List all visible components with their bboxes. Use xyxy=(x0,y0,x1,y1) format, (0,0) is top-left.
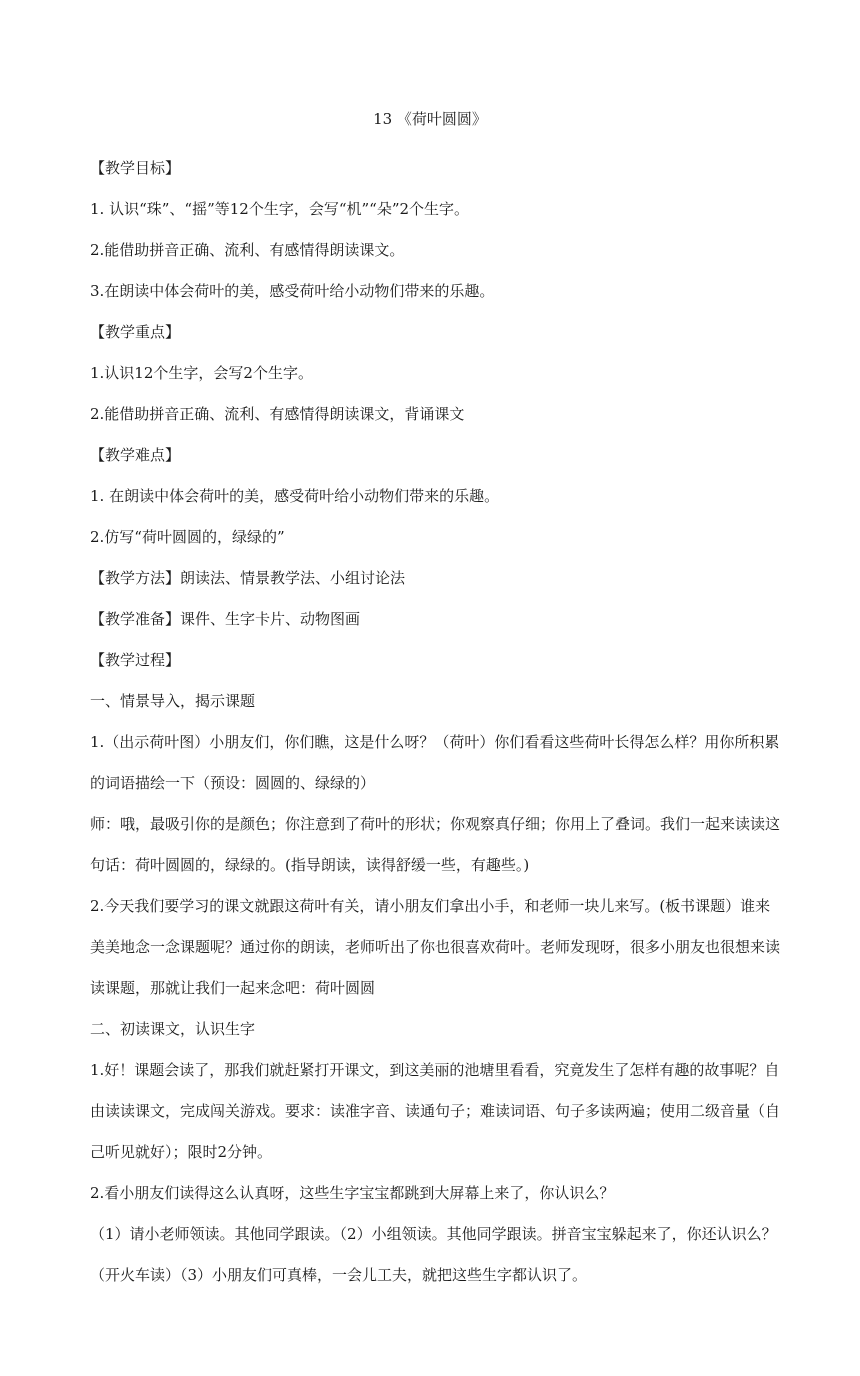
difficulty-1: 1. 在朗读中体会荷叶的美，感受荷叶给小动物们带来的乐趣。 xyxy=(90,487,500,505)
lesson-title: 13 《荷叶圆圆》 xyxy=(373,110,487,128)
objective-3: 3.在朗读中体会荷叶的美，感受荷叶给小动物们带来的乐趣。 xyxy=(90,282,495,300)
teaching-preparation: 【教学准备】课件、生字卡片、动物图画 xyxy=(90,610,361,628)
heading-difficulties: 【教学难点】 xyxy=(90,446,181,464)
section-1-heading: 一、情景导入，揭示课题 xyxy=(90,692,256,710)
section-2-heading: 二、初读课文，认识生字 xyxy=(90,1020,256,1038)
paragraph-4: 1.好！课题会读了，那我们就赶紧打开课文，到这美丽的池塘里看看，究竟发生了怎样有趣的故事呢？自由读读课文，完成闯关游戏。要求：读准字音、读通句子；难读词语、句子多读两遍；使用二级音量（自己听见就好）；限时2分钟。 xyxy=(90,1061,781,1161)
teaching-methods: 【教学方法】朗读法、情景教学法、小组讨论法 xyxy=(90,569,406,587)
key-point-2: 2.能借助拼音正确、流利、有感情得朗读课文，背诵课文 xyxy=(90,405,465,423)
paragraph-1: 1.（出示荷叶图）小朋友们，你们瞧，这是什么呀？（荷叶）你们看看这些荷叶长得怎么样？用你所积累的词语描绘一下（预设：圆圆的、绿绿的） xyxy=(90,733,780,792)
heading-key-points: 【教学重点】 xyxy=(90,323,181,341)
heading-process: 【教学过程】 xyxy=(90,651,181,669)
paragraph-5: 2.看小朋友们读得这么认真呀，这些生字宝宝都跳到大屏幕上来了，你认识么？ xyxy=(90,1184,615,1202)
objective-1: 1. 认识“珠”、“摇”等12个生字，会写“机”“朵”2个生字。 xyxy=(90,200,470,218)
objective-2: 2.能借助拼音正确、流利、有感情得朗读课文。 xyxy=(90,241,405,259)
lesson-body xyxy=(90,148,780,1296)
paragraph-2: 师：哦，最吸引你的是颜色；你注意到了荷叶的形状；你观察真仔细；你用上了叠词。我们一起来读读这句话：荷叶圆圆的，绿绿的。(指导朗读，读得舒缓一些，有趣些。) xyxy=(90,815,781,874)
key-point-1: 1.认识12个生字，会写2个生字。 xyxy=(90,364,313,382)
paragraph-3: 2.今天我们要学习的课文就跟这荷叶有关，请小朋友们拿出小手，和老师一块儿来写。(板书课题）谁来美美地念一念课题呢？通过你的朗读，老师听出了你也很喜欢荷叶。老师发现呀，很多小朋友也很想来读读课题，那就让我们一起来念吧：荷叶圆圆 xyxy=(90,897,781,997)
difficulty-2: 2.仿写“荷叶圆圆的，绿绿的” xyxy=(90,528,285,546)
paragraph-6: （1）请小老师领读。其他同学跟读。（2）小组领读。其他同学跟读。拼音宝宝躲起来了，你还认识么？（开火车读）（3）小朋友们可真棒，一会儿工夫，就把这些生字都认识了。 xyxy=(90,1225,777,1284)
heading-objectives: 【教学目标】 xyxy=(90,159,181,177)
